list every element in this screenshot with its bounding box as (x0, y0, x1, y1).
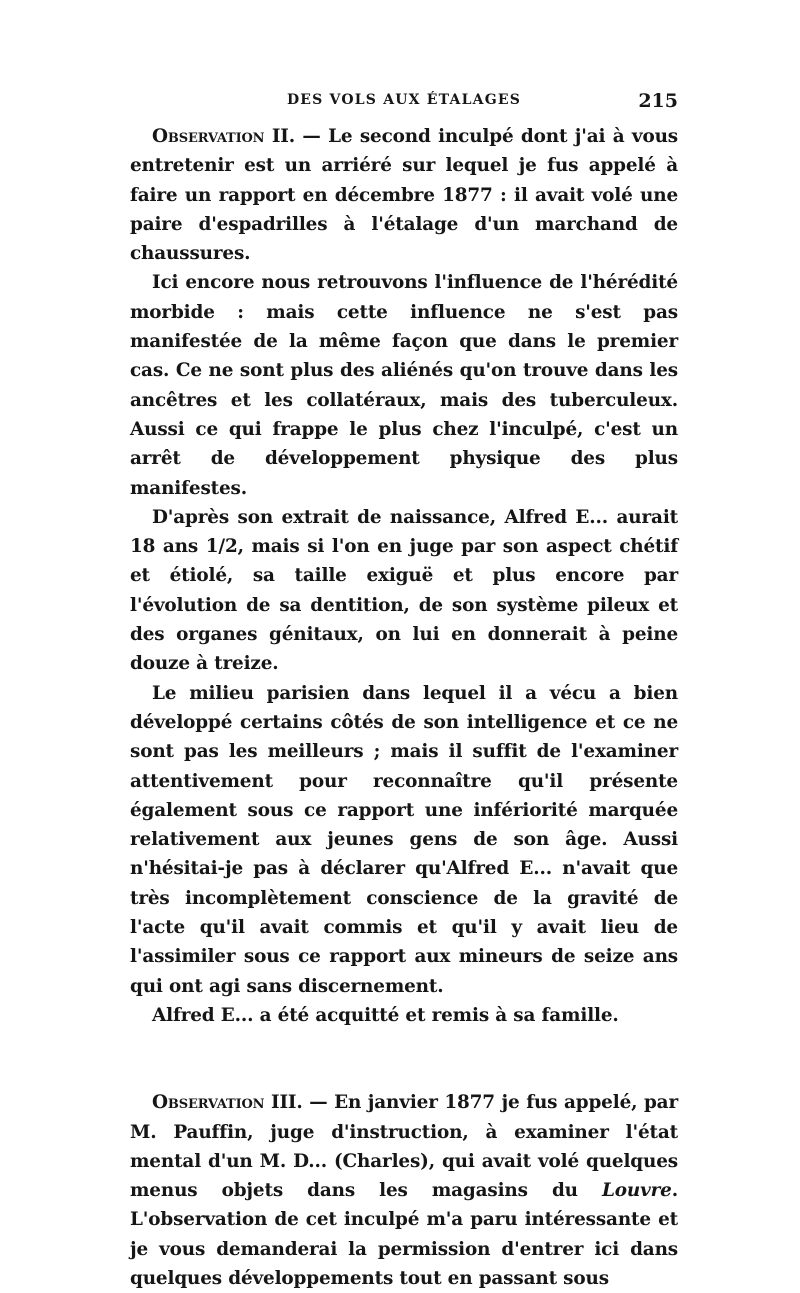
paragraph-text-tail: . L'observation de cet inculpé m'a paru intéressante et je vous demanderai la permission d'entrer ici dans quelques développements tout en passant sous (130, 1180, 678, 1289)
paragraph-observation-3 (130, 1088, 678, 1293)
italic-store-name: Louvre (601, 1180, 672, 1202)
paragraph-text: D'après son extrait de naissance, Alfred E... aurait 18 ans 1/2, mais si l'on en juge par son aspect chétif et étiolé, sa taille exiguë et plus encore par l'évolution de sa dentition, de son système pileux et des organes génitaux, on lui en donnerait à peine douze à treize. (130, 506, 678, 675)
paragraph-text: — En janvier 1877 je fus appelé, par M. Pauffin, juge d'instruction, à examiner l'état mental d'un M. D... (Charles), qui avait volé quelques menus objets dans les magasins du (130, 1092, 678, 1202)
paragraph-acquittal (130, 1001, 678, 1030)
running-title: DES VOLS AUX ÉTALAGES (286, 92, 522, 108)
paragraph-observation-2 (130, 122, 678, 268)
paragraph-birth-record (130, 503, 678, 679)
paragraph-text: Alfred E... a été acquitté et remis à sa famille. (152, 1004, 619, 1026)
running-head (130, 92, 678, 114)
observation-heading: Observation II. (152, 126, 295, 147)
paragraph-parisian-milieu (130, 679, 678, 1001)
observation-heading: Observation III. (152, 1092, 303, 1114)
paragraph-text: Le milieu parisien dans lequel il a vécu a bien développé certains côtés de son intelligence et ce ne sont pas les meilleurs ; mais il suffit de l'examiner attentivement pour reconnaître qu'il présente également sous ce rapport une infériorité marquée relativement aux jeunes gens de son âge. Aussi n'hésitai-je pas à déclarer qu'Alfred E... n'avait que très incomplètement conscience de la gravité de l'acte qu'il avait commis et qu'il y avait lieu de l'assimiler sous ce rapport aux mineurs de seize ans qui ont agi sans discernement. (130, 682, 678, 997)
paragraph-text: — Le second inculpé dont j'ai à vous entretenir est un arriéré sur lequel je fus appelé à faire un rapport en décembre 1877 : il avait volé une paire d'espadrilles à l'étalage d'un marchand de chaussures. (130, 126, 679, 265)
body-text (130, 122, 678, 1293)
page-number: 215 (638, 90, 678, 112)
paragraph-text: Ici encore nous retrouvons l'influence de l'hérédité morbide : mais cette influence ne s'est pas manifestée de la même façon que dans le premier cas. Ce ne sont plus des aliénés qu'on trouve dans les ancêtres et les collatéraux, mais des tuberculeux. Aussi ce qui frappe le plus chez l'inculpé, c'est un arrêt de développement physique des plus manifestes. (130, 272, 678, 499)
paragraph-heredity (130, 268, 678, 502)
